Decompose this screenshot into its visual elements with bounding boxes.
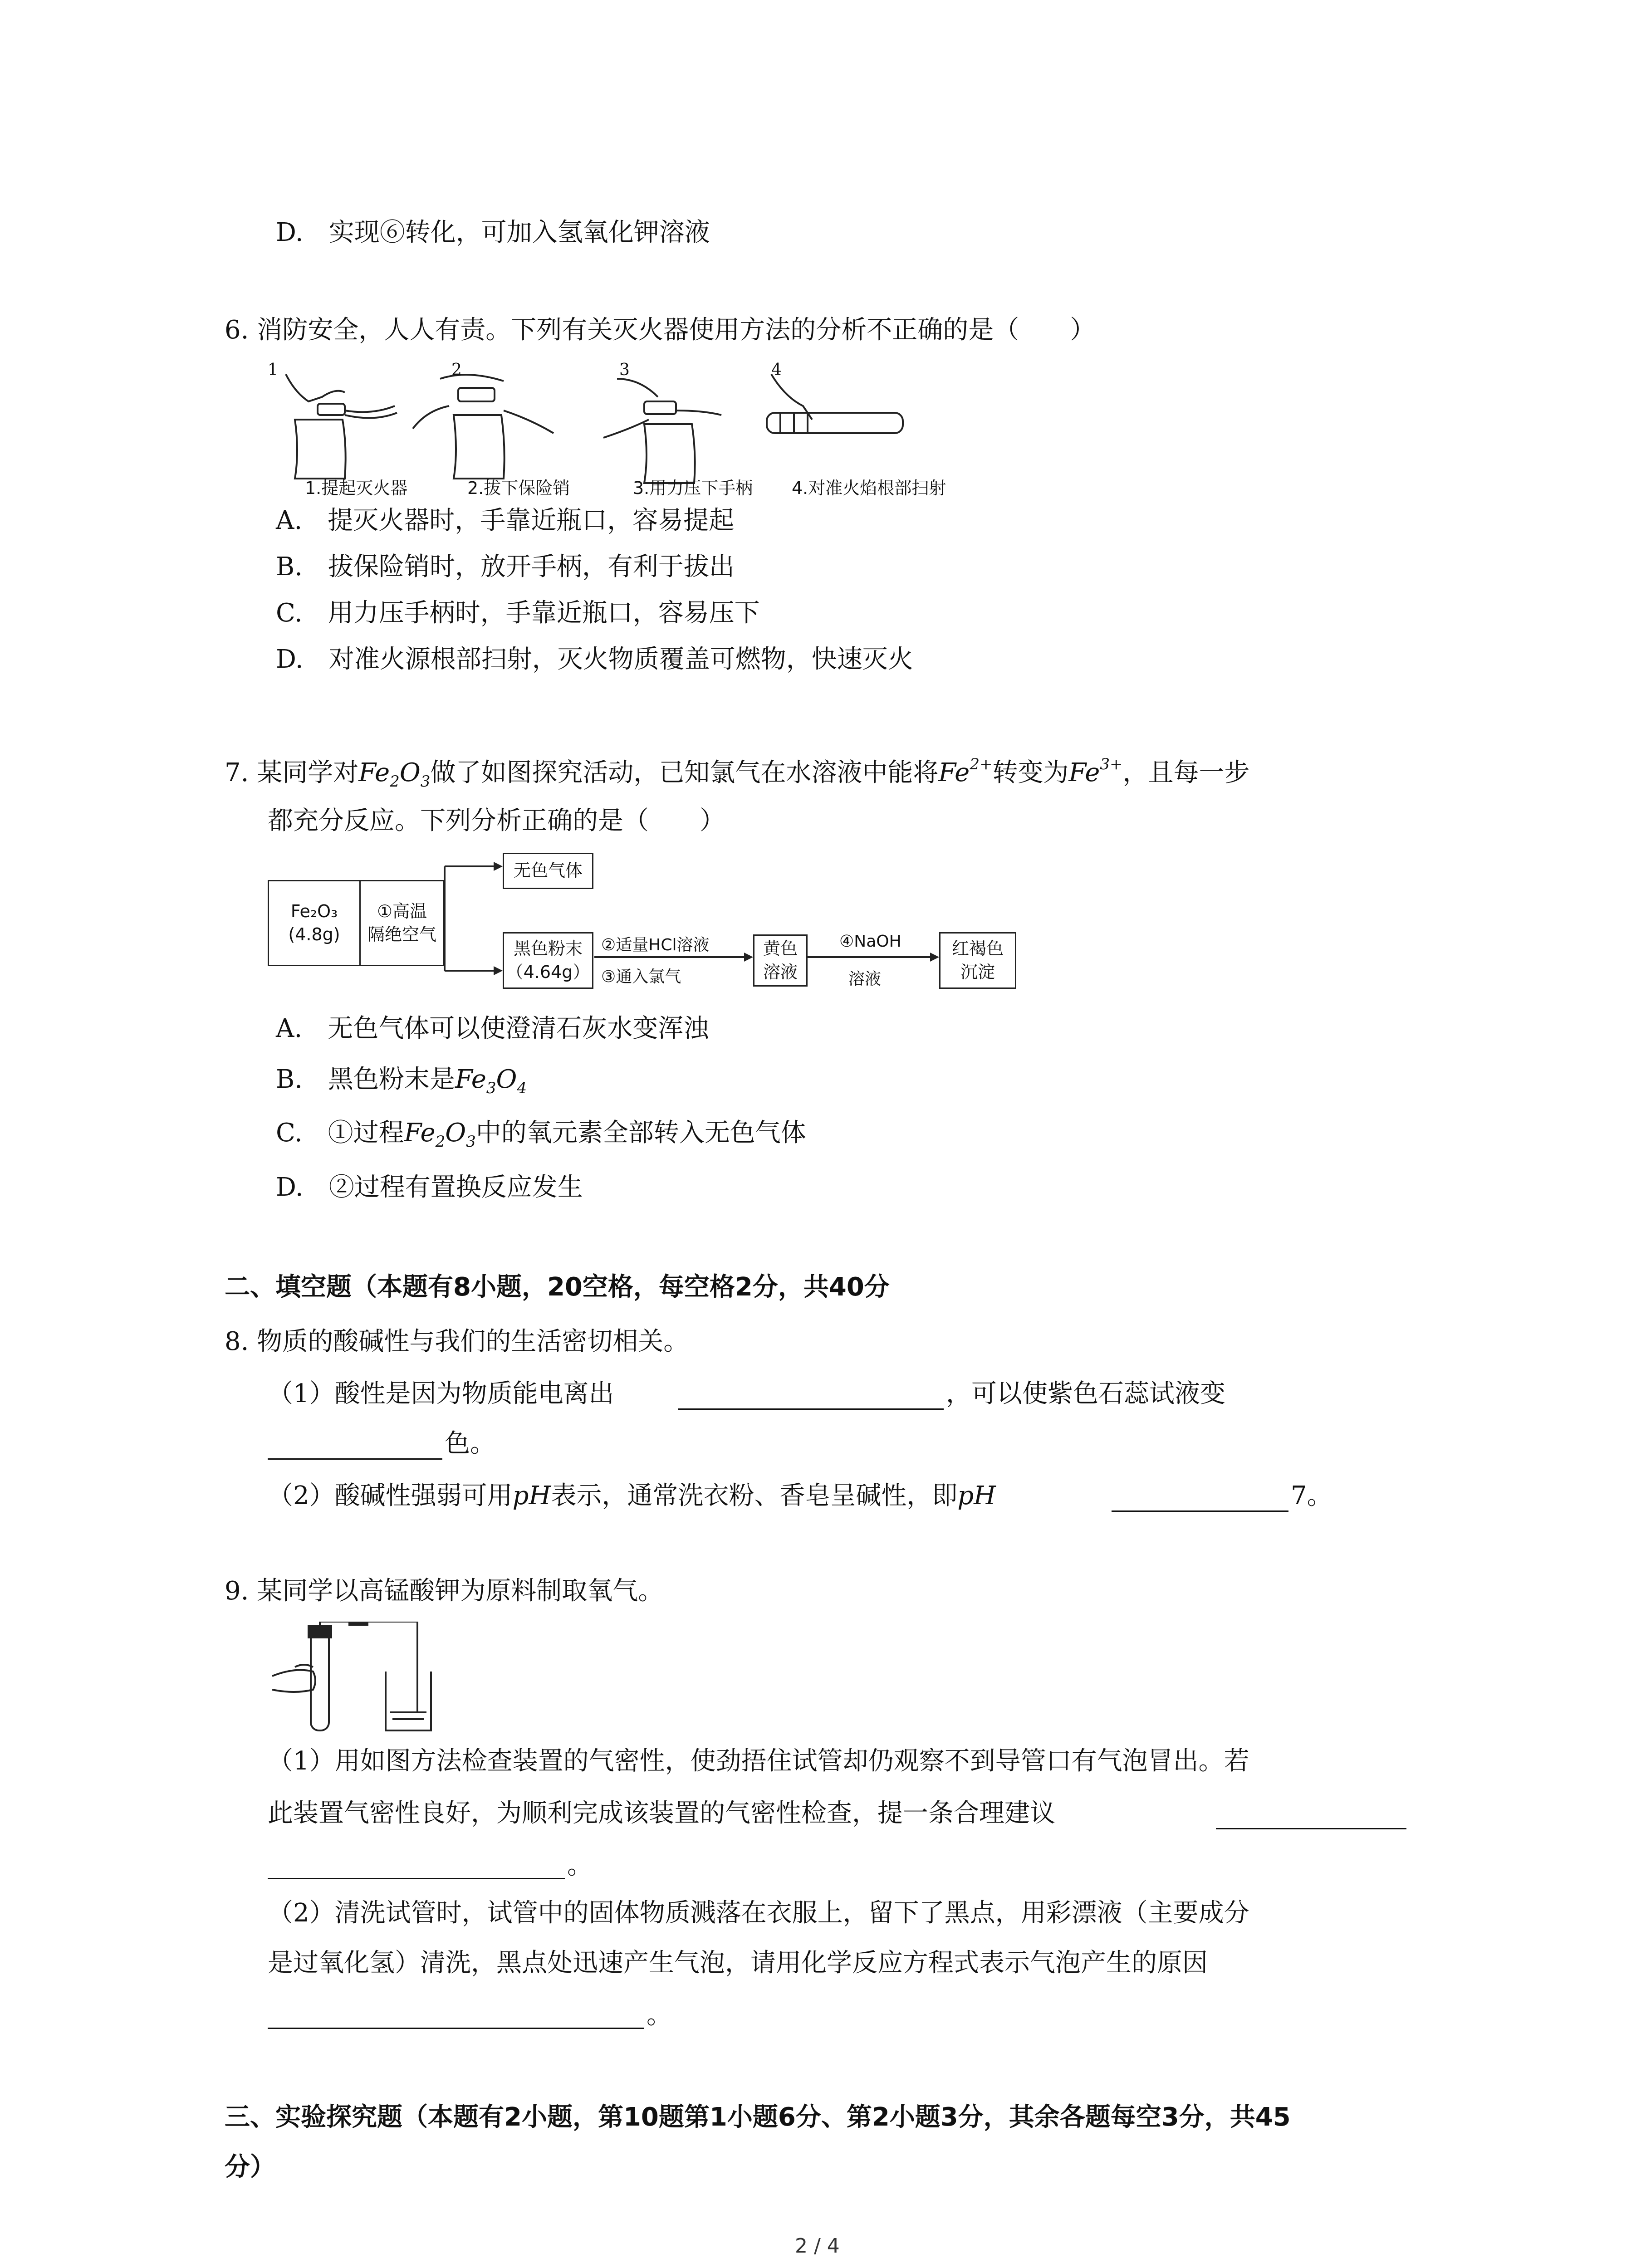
q7-stem-line2: 都充分反应。下列分析正确的是（ ） xyxy=(268,806,725,836)
q7-stem-d: ，且每一步 xyxy=(1122,758,1250,787)
q8-p1-a: （1）酸性是因为物质能电离出 xyxy=(268,1379,614,1408)
q5-option-d: D. 实现⑥转化，可加入氢氧化钾溶液 xyxy=(276,218,710,247)
q9-blank-1b[interactable] xyxy=(268,1878,565,1879)
q6-option-b: B. 拔保险销时，放开手柄，有利于拔出 xyxy=(276,552,735,582)
q7-stem-b: 做了如图探究活动，已知氯气在水溶液中能将 xyxy=(430,758,939,787)
flow-box-powder: 黑色粉末 （4.64g） xyxy=(503,932,593,989)
q6-option-c: C. 用力压手柄时，手靠近瓶口，容易压下 xyxy=(276,598,760,628)
flow-box-fe2o3: Fe₂O₃ (4.8g) xyxy=(268,880,361,966)
fig-caption-3: 3.用力压下手柄 xyxy=(633,478,753,498)
q7-stem-line1 xyxy=(225,757,1250,789)
q7-formula-fe3plus: $Fe^{3+}$ xyxy=(1068,755,1123,787)
fig-caption-1: 1.提起灭火器 xyxy=(305,478,408,498)
airtightness-apparatus xyxy=(268,1622,449,1740)
q9-p1-line2: 此装置气密性良好，为顺利完成该装置的气密性检查，提一条合理建议 xyxy=(268,1799,1055,1828)
q7-stem-c: 转变为 xyxy=(992,758,1069,787)
q9-p1-end: 。 xyxy=(567,1851,593,1880)
flow-box-red: 红褐色 沉淀 xyxy=(939,932,1016,989)
q8-stem: 8. 物质的酸碱性与我们的生活密切相关。 xyxy=(225,1327,689,1356)
flow-step2-label: ②适量HCl溶液 xyxy=(601,936,710,954)
fig-num-4: 4 xyxy=(771,361,782,379)
q7-formula-fe3o4: $Fe_3O_4$ xyxy=(455,1065,527,1097)
section3-title-line2: 分） xyxy=(225,2152,275,2182)
flow-step1-box: ①高温 隔绝空气 xyxy=(361,880,445,966)
flow-step4-sub: 溶液 xyxy=(848,970,882,988)
q7-option-c: C. ①过程$Fe_2O_3$中的氧元素全部转入无色气体 xyxy=(276,1118,806,1151)
section3-title-line1: 三、实验探究题（本题有2小题，第10题第1小题6分、第2小题3分，其余各题每空3分，共45 xyxy=(225,2102,1291,2132)
fig-caption-4: 4.对准火焰根部扫射 xyxy=(792,478,946,498)
q9-p2-line2: 是过氧化氢）清洗，黑点处迅速产生气泡，请用化学反应方程式表示气泡产生的原因 xyxy=(268,1948,1208,1978)
q7-formula-fe2plus: $Fe^{2+}$ xyxy=(938,755,993,787)
flow-box-yellow: 黄色 溶液 xyxy=(753,934,808,987)
fig-num-1: 1 xyxy=(268,361,278,379)
flow-step4-label: ④NaOH xyxy=(839,932,901,951)
q8-p2: （2）酸碱性强弱可用pH表示，通常洗衣粉、香皂呈碱性，即pH xyxy=(268,1481,996,1510)
q8-p1-c: 色。 xyxy=(445,1429,495,1458)
flow-step3-label: ③通入氯气 xyxy=(601,968,681,986)
q9-p2-line1: （2）清洗试管时，试管中的固体物质溅落在衣服上，留下了黑点，用彩漂液（主要成分 xyxy=(268,1898,1249,1928)
q8-blank-3[interactable] xyxy=(1112,1510,1288,1512)
q7-formula-fe2o3-c: $Fe_2O_3$ xyxy=(404,1118,476,1151)
q7-option-b: B. 黑色粉末是$Fe_3O_4$ xyxy=(276,1065,527,1097)
fig-caption-2: 2.拔下保险销 xyxy=(467,478,570,498)
q7-option-d: D. ②过程有置换反应发生 xyxy=(276,1173,583,1202)
q7-stem-a: 7. 某同学对 xyxy=(225,758,359,787)
q6-option-d: D. 对准火源根部扫射，灭火物质覆盖可燃物，快速灭火 xyxy=(276,645,913,674)
test-tube-beaker-illustration xyxy=(268,1622,449,1740)
q9-p2-end: 。 xyxy=(647,2000,672,2030)
q6-option-a: A. 提灭火器时，手靠近瓶口，容易提起 xyxy=(276,506,735,535)
section2-title: 二、填空题（本题有8小题，20空格，每空格2分，共40分 xyxy=(225,1272,890,1302)
q9-blank-2[interactable] xyxy=(268,2028,644,2029)
q8-p2-end: 7。 xyxy=(1291,1481,1332,1510)
q6-stem: 6. 消防安全，人人有责。下列有关灭火器使用方法的分析不正确的是（ ） xyxy=(225,315,1096,345)
fig-num-2: 2 xyxy=(451,361,462,379)
q8-blank-1[interactable] xyxy=(678,1408,944,1410)
q8-p1-b: ，可以使紫色石蕊试液变 xyxy=(946,1379,1225,1408)
fig-num-3: 3 xyxy=(619,361,630,379)
q7-option-a: A. 无色气体可以使澄清石灰水变浑浊 xyxy=(276,1014,709,1043)
q9-blank-1a[interactable] xyxy=(1216,1828,1406,1829)
q9-p1-line1: （1）用如图方法检查装置的气密性，使劲捂住试管却仍观察不到导管口有气泡冒出。若 xyxy=(268,1746,1249,1776)
page-number: 2 / 4 xyxy=(795,2234,840,2258)
q7-formula-fe2o3: $Fe_2O_3$ xyxy=(358,758,431,791)
q7-flow-diagram xyxy=(268,853,1039,998)
q8-blank-2[interactable] xyxy=(268,1458,442,1460)
q9-stem: 9. 某同学以高锰酸钾为原料制取氧气。 xyxy=(225,1576,664,1606)
flow-box-gas: 无色气体 xyxy=(503,853,593,889)
